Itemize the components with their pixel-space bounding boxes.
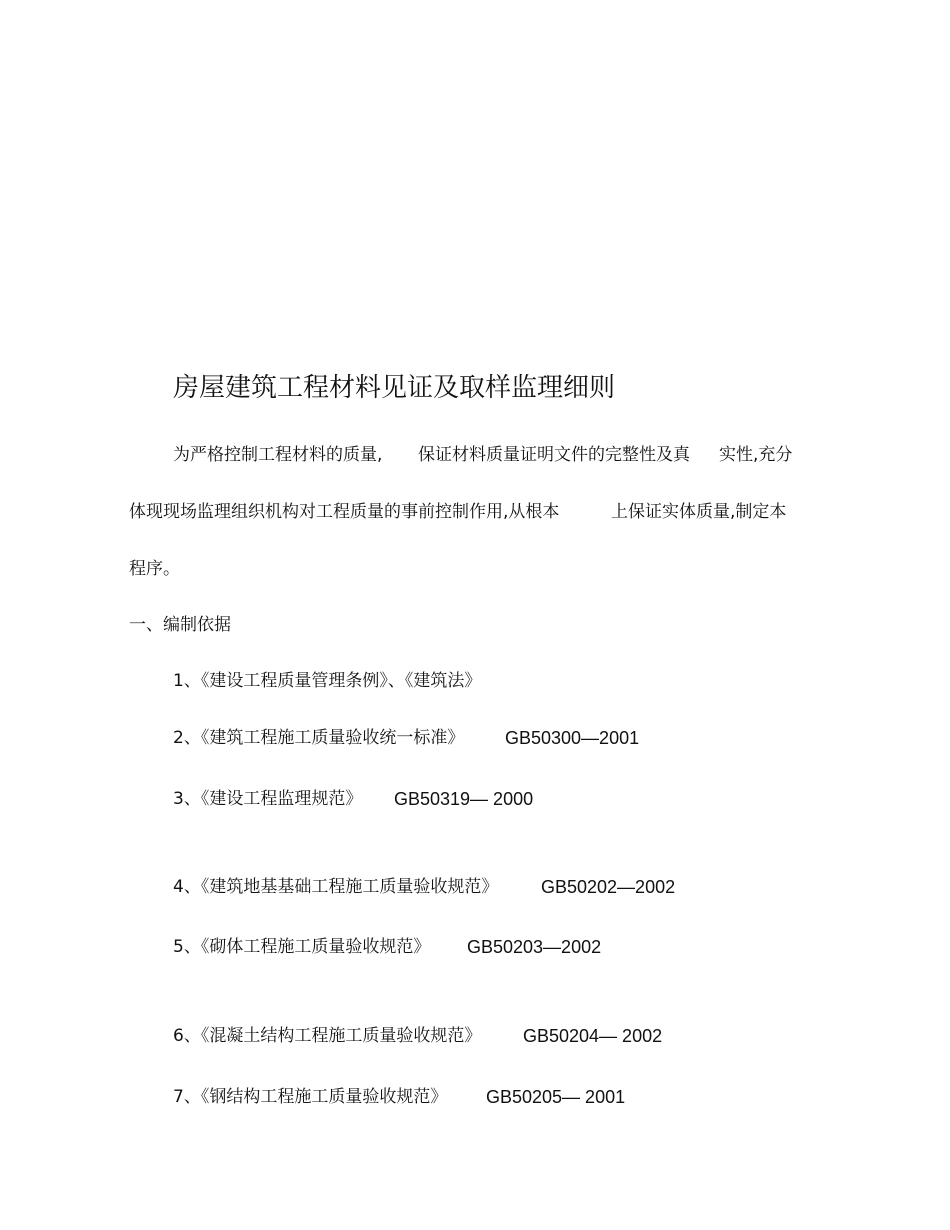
list-item-3-code: GB50319— 2000 — [394, 789, 534, 809]
intro-line-1c: 实性,充分 — [719, 445, 793, 465]
intro-line-2a: 体现现场监理组织机构对工程质量的事前控制作用,从根本 — [129, 502, 560, 522]
list-item-6: 6、《混凝土结构工程施工质量验收规范》 — [173, 1026, 482, 1046]
list-item-7: 7、《钢结构工程施工质量验收规范》 — [173, 1087, 448, 1107]
list-item-5: 5、《砌体工程施工质量验收规范》 — [173, 937, 431, 957]
document-title: 房屋建筑工程材料见证及取样监理细则 — [173, 373, 616, 403]
list-item-7-code: GB50205— 2001 — [486, 1087, 626, 1107]
list-item-5-code: GB50203—2002 — [467, 937, 602, 957]
list-item-2-code: GB50300—2001 — [505, 728, 640, 748]
intro-line-3: 程序。 — [129, 559, 180, 579]
list-item-6-code: GB50204— 2002 — [523, 1026, 663, 1046]
section-heading: 一、编制依据 — [129, 615, 231, 635]
intro-line-2b: 上保证实体质量,制定本 — [611, 502, 787, 522]
list-item-4-code: GB50202—2002 — [541, 877, 676, 897]
list-item-1: 1、《建设工程质量管理条例》、《建筑法》 — [173, 671, 482, 691]
list-item-4: 4、《建筑地基基础工程施工质量验收规范》 — [173, 877, 499, 897]
intro-line-1a: 为严格控制工程材料的质量, — [173, 445, 383, 465]
intro-line-1b: 保证材料质量证明文件的完整性及真 — [418, 445, 690, 465]
list-item-2: 2、《建筑工程施工质量验收统一标准》 — [173, 728, 465, 748]
list-item-3: 3、《建设工程监理规范》 — [173, 789, 363, 809]
